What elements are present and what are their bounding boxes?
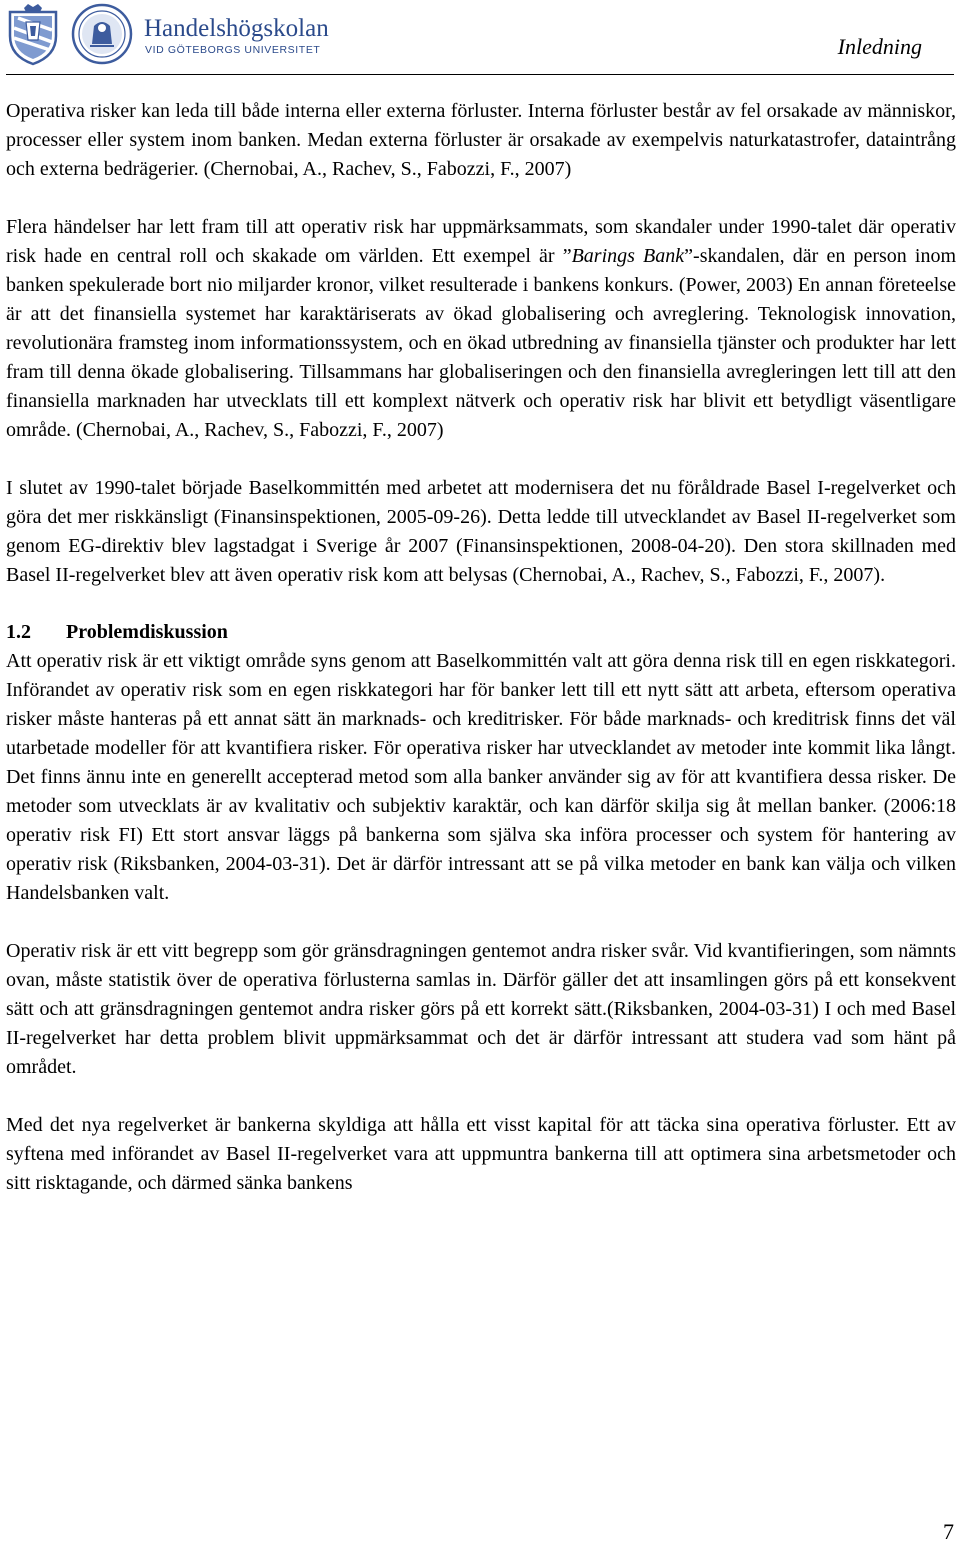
paragraph-text: ”-skandalen, där en person inom banken spekulerade bort nio miljarder kronor, vilket resulterade i bankens konkurs. (Power, 2003) En annan företeelse är att det finansiella systemet har karaktäriserats av ökad globalisering och avreglering. Teknologisk innovation, revolutionära framsteg inom informationssystem, och en ökad utbredning av finansiella tjänster och produkter har lett fram till denna ökade globalisering. Tillsammans har globaliseringen och den finansiella avregleringen lett till att den finansiella marknaden har utvecklats till ett komplext nätverk och operativ risk har blivit ett betydligt väsentligare område. (Chernobai, A., Rachev, S., Fabozzi, F., 2007) xyxy=(6,244,957,441)
university-seal-icon xyxy=(73,5,131,63)
emphasized-text: Barings Bank xyxy=(571,244,685,267)
body-paragraph-3: I slutet av 1990-talet började Baselkommittén med arbetet att modernisera det nu föråldrade Basel I-regelverket och göra det mer riskkänsligt (Finansinspektionen, 2005-09-26). Detta ledde till utvecklandet av Basel II-regelverket som genom EG-direktiv blev lagstadgat i Sverige år 2007 (Finansinspektionen, 2008-04-20). Den stora skillnaden med Basel II-regelverket blev att även operativ risk kom att belysas (Chernobai, A., Rachev, S., Fabozzi, F., 2007). xyxy=(6,476,956,586)
logo-subtitle: VID GÖTEBORGS UNIVERSITET xyxy=(145,44,321,56)
body-paragraph-2 xyxy=(6,213,956,445)
page-header xyxy=(0,0,960,80)
university-logo xyxy=(4,2,329,66)
section-heading xyxy=(6,618,956,647)
running-chapter-title: Inledning xyxy=(837,34,922,59)
section-paragraph-1: Att operativ risk är ett viktigt område syns genom att Baselkommittén valt att göra denna risk till en egen riskkategori. Införandet av operativ risk som en egen riskkategori har för banker lett till ett nytt sätt att arbeta, eftersom operativa risker måste hanteras på ett annat sätt än marknads- och kreditrisker. För både marknads- och kreditrisk finns det väl utarbetade modeller för att kvantifiera risker. För operativa risker har utvecklandet av metoder inte kommit lika långt. Det finns ännu inte en generellt accepterad metod som alla banker använder sig av för att kvantifiera dessa risker. De metoder som utvecklats är av kvalitativ och subjektiv karaktär, och kan därför skilja sig åt mellan banker. (2006:18 operativ risk FI) Ett stort ansvar läggs på bankerna som själva ska införa processer och system för hantering av operativ risk (Riksbanken, 2004-03-31). Det är därför intressant att se på vilka metoder en bank kan välja och vilken Handelsbanken valt. xyxy=(6,650,956,905)
logo-wordmark: Handelshögskolan xyxy=(144,15,329,42)
page-body xyxy=(6,97,956,1198)
paragraph-text: Flera händelser har lett fram till att operativ risk har uppmärksammats, som skandaler under 1990-talet där operativ risk hade en central roll och skakade om världen. Ett exempel är ” xyxy=(6,215,956,267)
gothenburg-crest-icon xyxy=(10,4,56,64)
section-number: 1.2 xyxy=(6,621,31,644)
header-divider xyxy=(6,74,954,75)
section-paragraph-2: Operativ risk är ett vitt begrepp som gör gränsdragningen gentemot andra risker svår. Vid kvantifieringen, som nämnts ovan, måste statistik över de operativa förlusterna samlas in. Därför gäller det att insamlingen görs på ett konsekvent sätt och att gränsdragningen gentemot andra risker görs på ett korrekt sätt.(Riksbanken, 2004-03-31) I och med Basel II-regelverket har detta problem blivit uppmärksammat och det är därför intressant att studera vad som hänt på området. xyxy=(6,940,956,1079)
section-title: Problemdiskussion xyxy=(66,621,228,644)
logo-graphic xyxy=(4,2,329,66)
section-paragraph-3: Med det nya regelverket är bankerna skyldiga att hålla ett visst kapital för att täcka sina operativa förluster. Ett av syftena med införandet av Basel II-regelverket vara att uppmuntra bankerna till att optimera sina arbetsmetoder och sitt risktagande, och därmed sänka bankens xyxy=(6,1113,956,1194)
body-paragraph-1: Operativa risker kan leda till både interna eller externa förluster. Interna förluster består av fel orsakade av människor, processer eller system inom banken. Medan externa förluster är orsakade av exempelvis naturkatastrofer, dataintrång och externa bedrägerier. (Chernobai, A., Rachev, S., Fabozzi, F., 2007) xyxy=(6,100,956,180)
page-number: 7 xyxy=(943,1519,954,1544)
